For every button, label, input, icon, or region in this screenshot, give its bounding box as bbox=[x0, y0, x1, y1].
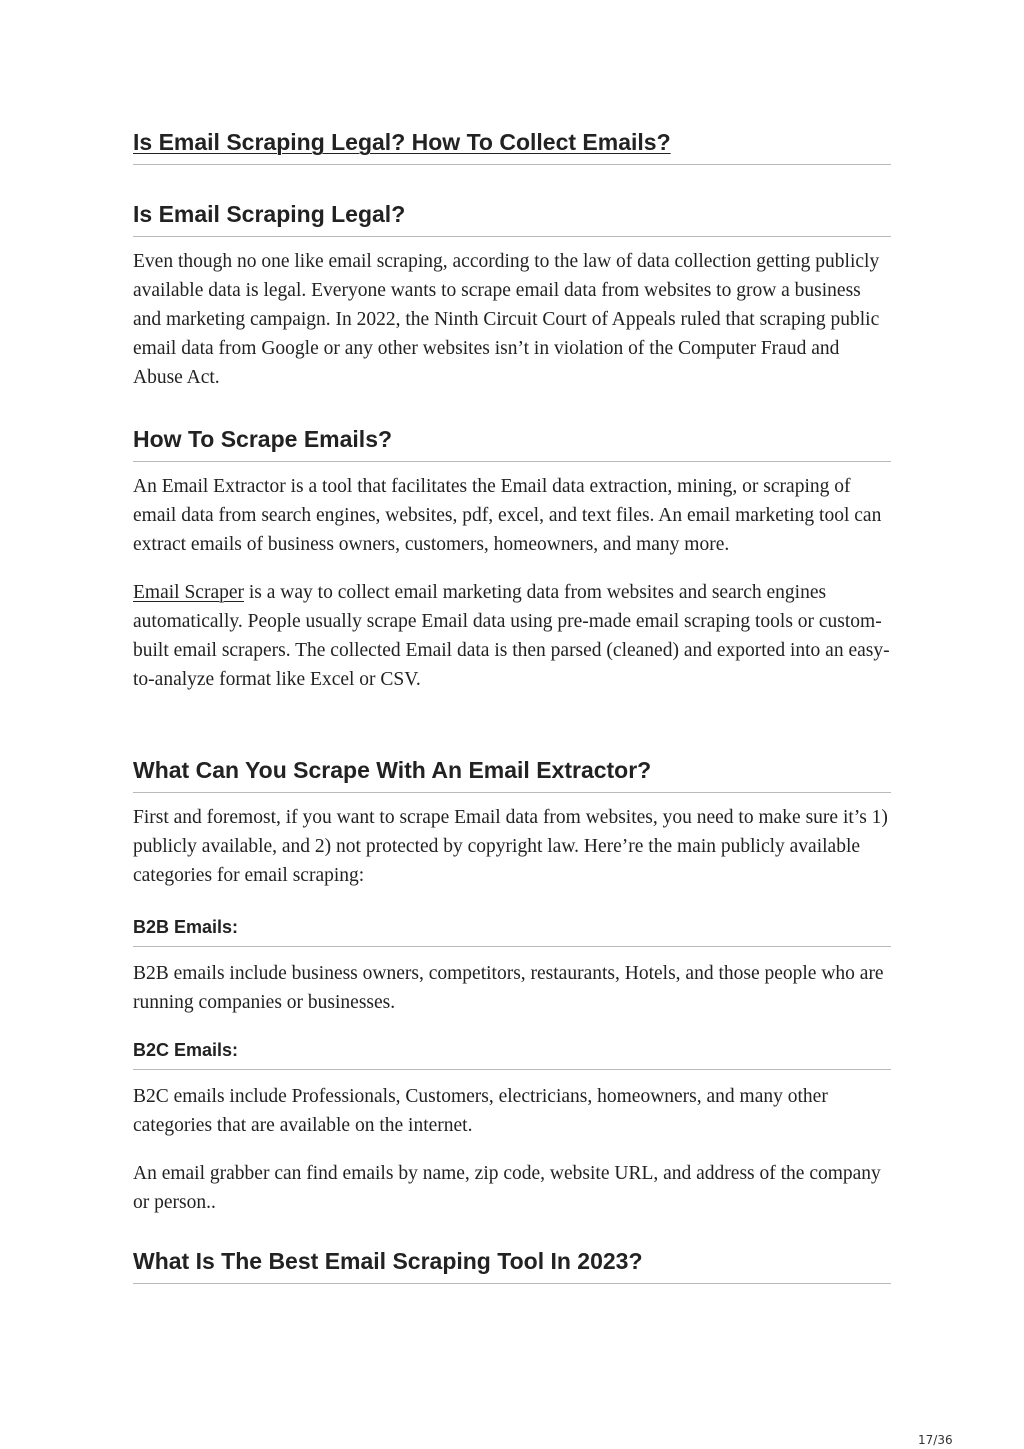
section-b2c-emails bbox=[133, 1039, 891, 1217]
section-paragraph: First and foremost, if you want to scrape Email data from websites, you need to make sure it’s 1) publicly available, and 2) not protected by copyright law. Here’re the main publicly available categories for email scraping: bbox=[133, 807, 888, 886]
subsection-heading: B2B Emails: bbox=[133, 916, 891, 947]
section-paragraph: B2C emails include Professionals, Customers, electricians, homeowners, and many other categories that are available on the internet. bbox=[133, 1086, 828, 1136]
page-title bbox=[133, 128, 891, 165]
page-number: 17/36 bbox=[918, 1433, 953, 1447]
section-paragraph-with-link bbox=[133, 578, 891, 694]
link-paragraph-text: is a way to collect email marketing data from websites and search engines automatically. People usually scrape Email data using pre-made email scraping tools or custom-built email scrapers. The collected Email data is then parsed (cleaned) and exported into an easy-to-analyze format like Excel or CSV. bbox=[133, 582, 890, 690]
section-paragraph: Even though no one like email scraping, according to the law of data collection getting publicly available data is legal. Everyone wants to scrape email data from websites to grow a business and marketing campaign. In 2022, the Ninth Circuit Court of Appeals ruled that scraping public email data from Google or any other websites isn’t in violation of the Computer Fraud and Abuse Act. bbox=[133, 251, 880, 388]
title-link[interactable]: Is Email Scraping Legal? How To Collect Emails? bbox=[133, 129, 671, 155]
section-heading: Is Email Scraping Legal? bbox=[133, 200, 891, 237]
section-what-can-you-scrape bbox=[133, 756, 891, 890]
section-paragraph: An Email Extractor is a tool that facilitates the Email data extraction, mining, or scraping of email data from search engines, websites, pdf, excel, and text files. An email marketing tool can extract emails of business owners, customers, homeowners, and many more. bbox=[133, 476, 882, 555]
section-heading: What Is The Best Email Scraping Tool In 2023? bbox=[133, 1247, 891, 1284]
section-paragraph: B2B emails include business owners, competitors, restaurants, Hotels, and those people who are running companies or businesses. bbox=[133, 963, 884, 1013]
section-heading: How To Scrape Emails? bbox=[133, 425, 891, 462]
email-scraper-link[interactable]: Email Scraper bbox=[133, 582, 244, 603]
section-best-tool bbox=[133, 1247, 891, 1284]
section-how-to-scrape bbox=[133, 425, 891, 694]
section-b2b-emails bbox=[133, 916, 891, 1017]
section-heading: What Can You Scrape With An Email Extractor? bbox=[133, 756, 891, 793]
subsection-heading: B2C Emails: bbox=[133, 1039, 891, 1070]
section-paragraph: An email grabber can find emails by name, zip code, website URL, and address of the company or person.. bbox=[133, 1163, 881, 1213]
document-title-block bbox=[133, 128, 891, 165]
section-email-scraping-legal bbox=[133, 200, 891, 392]
